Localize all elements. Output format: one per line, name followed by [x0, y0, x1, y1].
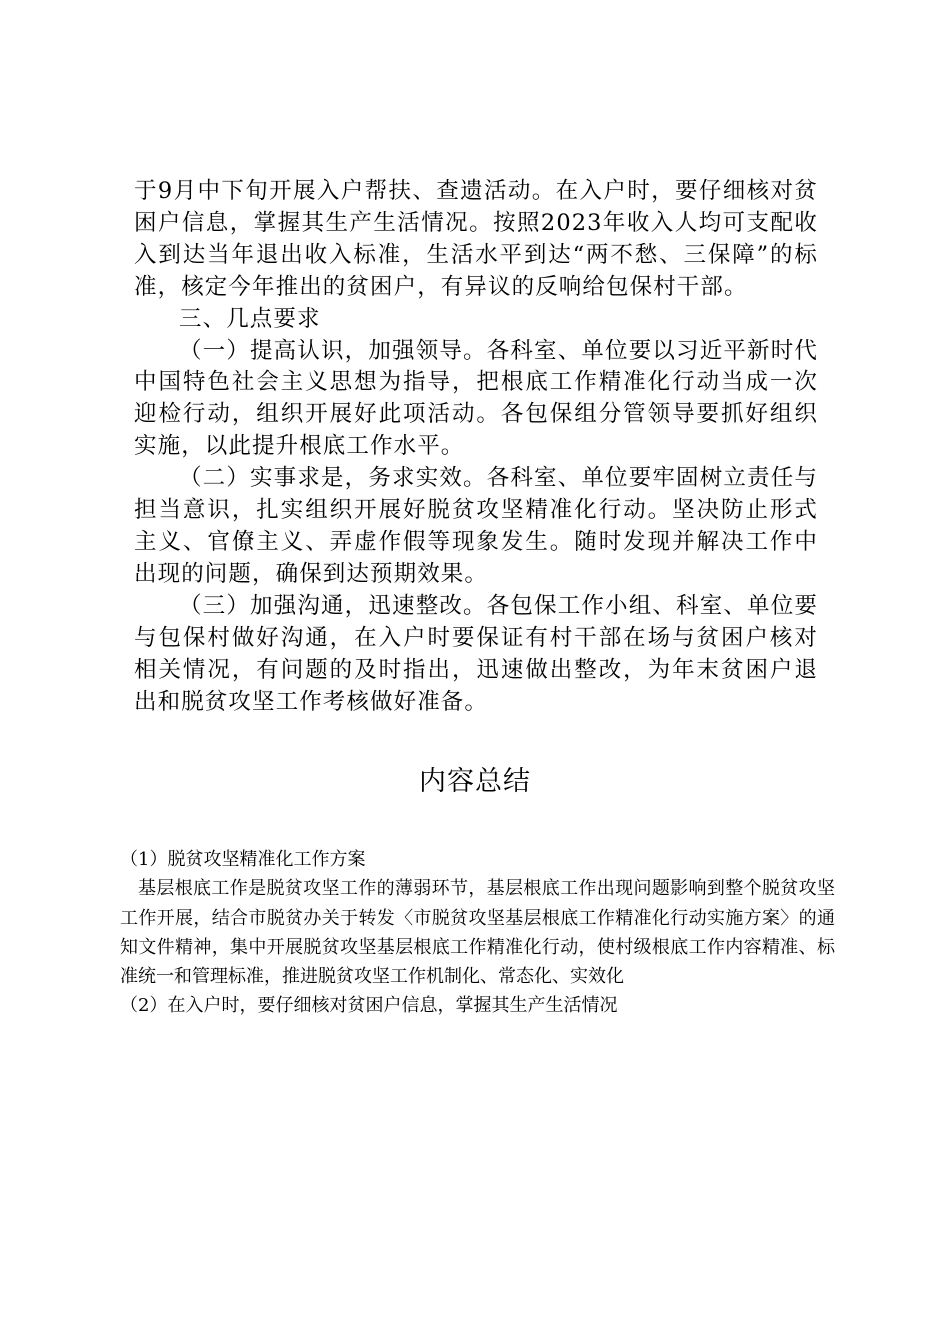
summary-item-2-heading: （2）在入户时，要仔细核对贫困户信息，掌握其生产生活情况 [120, 995, 618, 1017]
document-body [134, 176, 818, 718]
intro-paragraph: 于9月中下旬开展入户帮扶、查遗活动。在入户时，要仔细核对贫困户信息，掌握其生产生活情况。按照2023年收入人均可支配收入到达当年退出收入标准，生活水平到达“两不愁、三保障”的标准，核定今年推出的贫困户，有异议的反响给包保村干部。 [134, 178, 818, 300]
requirement-1: （一）提高认识，加强领导。各科室、单位要以习近平新时代中国特色社会主义思想为指导，把根底工作精准化行动当成一次迎检行动，组织开展好此项活动。各包保组分管领导要抓好组织实施，以此提升根底工作水平。 [134, 337, 818, 460]
summary-item-1-heading: （1）脱贫攻坚精准化工作方案 [120, 849, 366, 870]
section-heading: 三、几点要求 [179, 305, 321, 332]
summary-title: 内容总结 [419, 766, 531, 797]
summary-section [120, 845, 835, 1021]
requirement-2: （二）实事求是，务求实效。各科室、单位要牢固树立责任与担当意识，扎实组织开展好脱贫攻坚精准化行动。坚决防止形式主义、官僚主义、弄虚作假等现象发生。随时发现并解决工作中出现的问题，确保到达预期效果。 [134, 465, 818, 587]
requirement-3: （三）加强沟通，迅速整改。各包保工作小组、科室、单位要与包保村做好沟通，在入户时要保证有村干部在场与贫困户核对相关情况，有问题的及时指出，迅速做出整改，为年末贫困户退出和脱贫攻坚工作考核做好准备。 [134, 592, 818, 715]
summary-item-1-text: 基层根底工作是脱贫攻坚工作的薄弱环节，基层根底工作出现问题影响到整个脱贫攻坚工作开展，结合市脱贫办关于转发〈市脱贫攻坚基层根底工作精准化行动实施方案〉的通知文件精神，集中开展脱贫攻坚基层根底工作精准化行动，使村级根底工作内容精准、标准统一和管理标准，推进脱贫攻坚工作机制化、常态化、实效化 [120, 878, 835, 988]
